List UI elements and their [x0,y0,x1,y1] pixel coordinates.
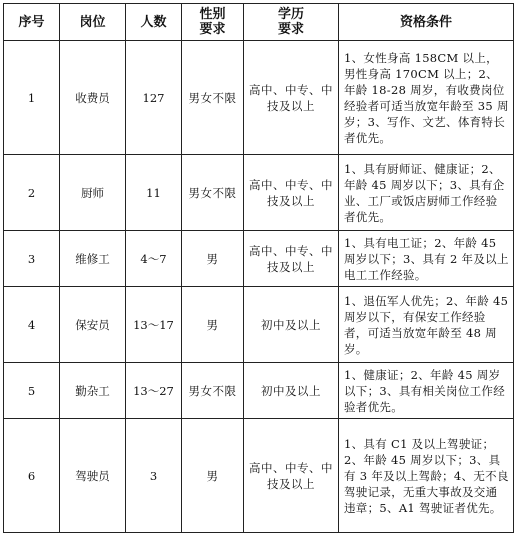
header-gender [182,4,244,41]
cell-count: 13～17 [126,287,182,363]
header-row [4,4,514,41]
header-education-line1: 学历 [277,7,304,22]
cell-education: 高中、中专、中技及以上 [244,41,339,155]
table-row [4,231,514,287]
cell-requirements: 1、健康证；2、年龄 45 周岁以下；3、具有相关岗位工作经验者优先。 [339,363,514,419]
cell-education: 高中、中专、中技及以上 [244,231,339,287]
cell-gender: 男 [182,419,244,533]
cell-education: 初中及以上 [244,363,339,419]
cell-position: 保安员 [60,287,126,363]
cell-requirements: 1、女性身高 158CM 以上，男性身高 170CM 以上；2、年龄 18-28 周岁，有收费岗位经验者可适当放宽年龄至 35 周岁；3、写作、文艺、体育特长者优先。 [339,41,514,155]
cell-gender: 男女不限 [182,41,244,155]
header-education-line2: 要求 [277,22,304,37]
header-requirements: 资格条件 [339,4,514,41]
cell-index: 2 [4,155,60,231]
header-gender-line2: 要求 [199,22,226,37]
cell-count: 4～7 [126,231,182,287]
cell-requirements: 1、具有 C1 及以上驾驶证；2、年龄 45 周岁以下；3、具有 3 年及以上驾龄；4、无不良驾驶记录，无重大事故及交通违章；5、A1 驾驶证者优先。 [339,419,514,533]
cell-count: 127 [126,41,182,155]
table-row [4,155,514,231]
cell-requirements: 1、具有厨师证、健康证；2、年龄 45 周岁以下；3、具有企业、工厂或饭店厨师工作经验者优先。 [339,155,514,231]
cell-count: 11 [126,155,182,231]
cell-gender: 男女不限 [182,155,244,231]
header-education [244,4,339,41]
cell-position: 勤杂工 [60,363,126,419]
header-count: 人数 [126,4,182,41]
cell-index: 5 [4,363,60,419]
cell-requirements: 1、具有电工证；2、年龄 45 周岁以下；3、具有 2 年及以上电工工作经验。 [339,231,514,287]
cell-count: 3 [126,419,182,533]
cell-requirements: 1、退伍军人优先；2、年龄 45 周岁以下，有保安工作经验者，可适当放宽年龄至 48 周岁。 [339,287,514,363]
cell-education: 高中、中专、中技及以上 [244,155,339,231]
recruitment-table [3,3,514,533]
cell-count: 13～27 [126,363,182,419]
cell-gender: 男 [182,231,244,287]
cell-gender: 男女不限 [182,363,244,419]
header-position: 岗位 [60,4,126,41]
cell-position: 收费员 [60,41,126,155]
cell-position: 厨师 [60,155,126,231]
cell-gender: 男 [182,287,244,363]
table-row [4,363,514,419]
header-index: 序号 [4,4,60,41]
cell-position: 驾驶员 [60,419,126,533]
cell-index: 3 [4,231,60,287]
table-row [4,287,514,363]
table-row [4,41,514,155]
cell-position: 维修工 [60,231,126,287]
cell-index: 4 [4,287,60,363]
header-gender-line1: 性别 [199,7,226,22]
cell-education: 初中及以上 [244,287,339,363]
table-row [4,419,514,533]
cell-education: 高中、中专、中技及以上 [244,419,339,533]
cell-index: 6 [4,419,60,533]
cell-index: 1 [4,41,60,155]
